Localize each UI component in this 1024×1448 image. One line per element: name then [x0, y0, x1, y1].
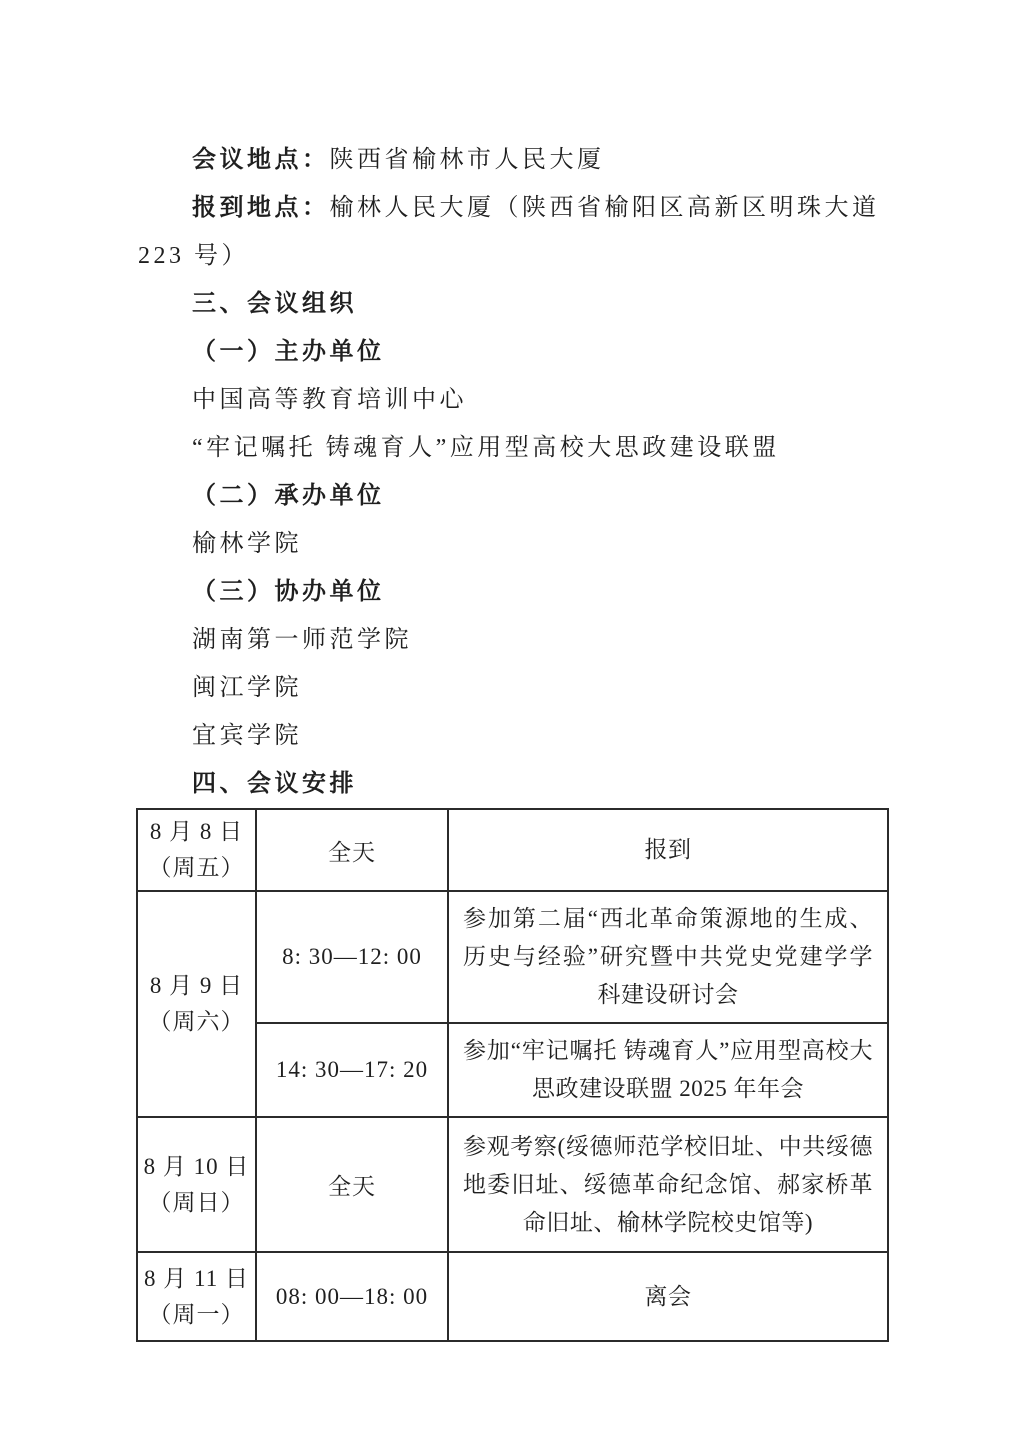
- table-row: [137, 891, 888, 1023]
- table-row: [137, 1117, 888, 1252]
- date-line: （周六）: [148, 1009, 245, 1034]
- time-cell: 全天: [256, 1117, 448, 1252]
- checkin-location-value: 榆林人民大厦（陕西省榆阳区高新区明珠大道 223 号）: [138, 195, 880, 269]
- activity-cell: 报到: [448, 809, 888, 891]
- date-line: 8 月 8 日: [149, 819, 244, 844]
- activity-cell: 离会: [448, 1252, 888, 1341]
- time-cell: 14: 30—17: 20: [256, 1023, 448, 1117]
- host-unit-heading: （一）主办单位: [192, 339, 385, 365]
- date-cell: [137, 891, 256, 1117]
- table-row: [137, 1252, 888, 1341]
- checkin-location-line: [138, 184, 890, 280]
- date-line: （周日）: [148, 1189, 245, 1215]
- meeting-location-line: [138, 136, 890, 184]
- time-cell: 08: 00—18: 00: [256, 1252, 448, 1341]
- time-cell: 全天: [256, 809, 448, 891]
- activity-cell: 参加“牢记嘱托 铸魂育人”应用型高校大思政建设联盟 2025 年年会: [448, 1023, 888, 1117]
- host-unit-item: 中国高等教育培训中心: [192, 387, 467, 413]
- date-line: （周五）: [148, 855, 245, 880]
- meeting-location-label: 会议地点：: [192, 147, 330, 173]
- co-organizer-unit-heading: （三）协办单位: [192, 579, 385, 605]
- co-organizer-unit-item: 湖南第一师范学院: [192, 627, 412, 653]
- section-schedule-heading: 四、会议安排: [192, 771, 357, 797]
- date-cell: [137, 1252, 256, 1341]
- meeting-location-value: 陕西省榆林市人民大厦: [329, 147, 605, 173]
- date-line: 8 月 11 日: [144, 1265, 249, 1291]
- activity-cell: 参加第二届“西北革命策源地的生成、历史与经验”研究暨中共党史党建学学科建设研讨会: [448, 891, 888, 1023]
- date-line: 8 月 9 日: [149, 973, 244, 998]
- schedule-table: [136, 808, 889, 1342]
- date-cell: [137, 809, 256, 891]
- checkin-location-label: 报到地点：: [192, 195, 330, 221]
- document-content: [138, 136, 890, 1342]
- organizer-unit-heading: （二）承办单位: [192, 483, 385, 509]
- section-organization-heading: 三、会议组织: [192, 291, 357, 317]
- date-cell: [137, 1117, 256, 1252]
- date-line: 8 月 10 日: [143, 1153, 250, 1179]
- host-unit-item: “牢记嘱托 铸魂育人”应用型高校大思政建设联盟: [192, 435, 780, 461]
- activity-cell: 参观考察(绥德师范学校旧址、中共绥德地委旧址、绥德革命纪念馆、郝家桥革命旧址、榆林学院校史馆等): [448, 1117, 888, 1252]
- table-row: [137, 809, 888, 891]
- date-line: （周一）: [148, 1301, 245, 1327]
- time-cell: 8: 30—12: 00: [256, 891, 448, 1023]
- co-organizer-unit-item: 宜宾学院: [192, 723, 302, 749]
- organizer-unit-item: 榆林学院: [192, 531, 302, 557]
- co-organizer-unit-item: 闽江学院: [192, 675, 302, 701]
